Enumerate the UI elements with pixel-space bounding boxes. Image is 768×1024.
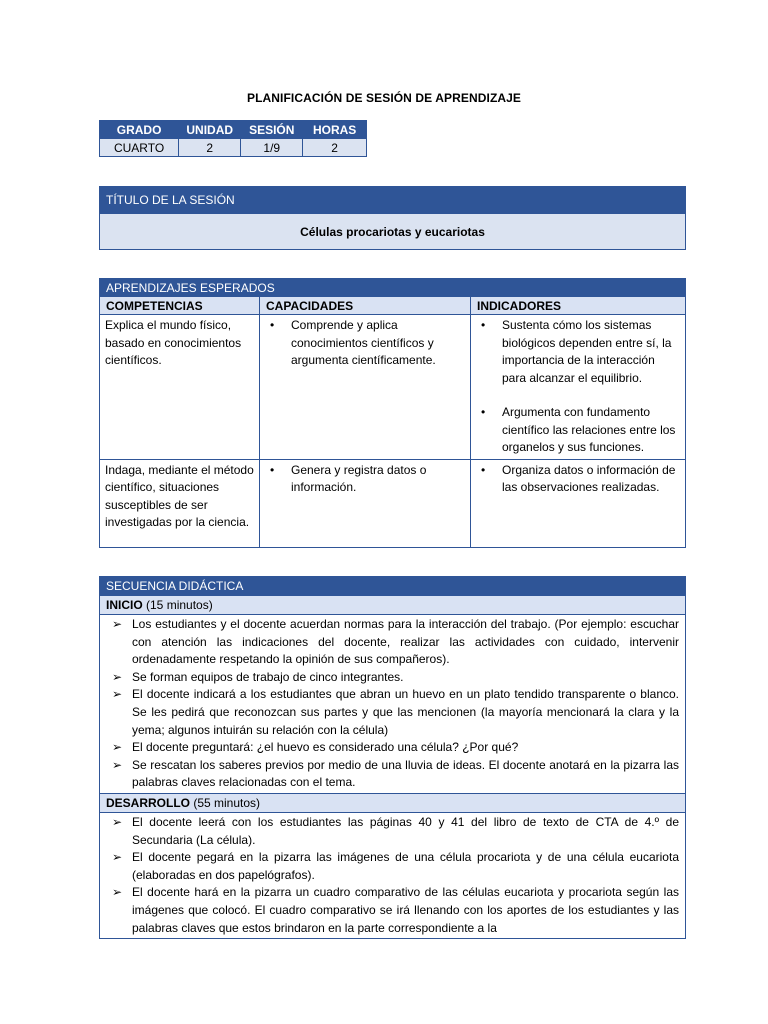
desarrollo-label: DESARROLLO — [106, 795, 190, 810]
table-row — [100, 315, 686, 460]
list-item: ➢ El docente pegará en la pizarra las imágenes de una célula procariota y de una célula eucariota (elaboradas en dos papelógrafos). — [106, 849, 679, 884]
header-horas: HORAS — [303, 121, 367, 139]
inicio-list — [100, 615, 686, 794]
list-item: ➢ El docente hará en la pizarra un cuadro comparativo de las células eucariota y procariota según las imágenes que colocó. El cuadro comparativo se irá llenando con los aportes de los estudiantes y las palabras claves que estos brindaron en la parte correspondiente a la — [106, 884, 679, 937]
header-unidad: UNIDAD — [179, 121, 241, 139]
list-item: ➢ El docente preguntará: ¿el huevo es considerado una célula? ¿Por qué? — [106, 739, 679, 757]
desarrollo-list — [100, 812, 686, 938]
value-grado: CUARTO — [100, 139, 179, 157]
list-item: ➢ El docente leerá con los estudiantes las páginas 40 y 41 del libro de texto de CTA de 4.º de Secundaria (La célula). — [106, 814, 679, 849]
list-item: ➢ Se rescatan los saberes previos por medio de una lluvia de ideas. El docente anotará en la pizarra las palabras claves relacionadas con el tema. — [106, 757, 679, 792]
column-indicadores: INDICADORES — [471, 297, 686, 315]
header-sesion: SESIÓN — [241, 121, 303, 139]
expected-learning-table — [99, 278, 686, 548]
list-item: • Argumenta con fundamento científico las relaciones entre los organelos y sus funciones. — [476, 404, 680, 457]
column-capacidades: CAPACIDADES — [260, 297, 471, 315]
capacidades-cell — [260, 459, 471, 547]
value-sesion: 1/9 — [241, 139, 303, 157]
inicio-header — [100, 596, 686, 615]
list-item: • Sustenta cómo los sistemas biológicos dependen entre sí, la importancia de la interacción para alcanzar el equilibrio. — [476, 317, 680, 387]
value-unidad: 2 — [179, 139, 241, 157]
list-item: • Genera y registra datos o información. — [265, 462, 465, 497]
didactic-sequence-table — [99, 576, 686, 939]
competencia-cell: Indaga, mediante el método científico, situaciones susceptibles de ser investigadas por la ciencia. — [100, 459, 260, 547]
indicadores-cell — [471, 459, 686, 547]
document-title: PLANIFICACIÓN DE SESIÓN DE APRENDIZAJE — [246, 91, 522, 105]
list-item: ➢ El docente indicará a los estudiantes que abran un huevo en un plato tendido transparente o blanco. Se les pedirá que reconozcan sus partes y que las mencionen (la mayoría mencionará la clara y la yema; algunos intuirán su relación con la célula) — [106, 686, 679, 739]
list-item: ➢ Los estudiantes y el docente acuerdan normas para la interacción del trabajo. (Por ejemplo: escuchar con atención las indicaciones del docente, realizar las actividades con cuidado, intervenir ordenadamente respetando la opinión de sus compañeros). — [106, 616, 679, 669]
inicio-duration: (15 minutos) — [146, 598, 213, 612]
desarrollo-header — [100, 793, 686, 812]
desarrollo-duration: (55 minutos) — [193, 795, 261, 810]
session-title-value: Células procariotas y eucariotas — [100, 214, 686, 250]
expected-learning-header: APRENDIZAJES ESPERADOS — [100, 279, 686, 297]
competencia-cell: Explica el mundo físico, basado en conocimientos científicos. — [100, 315, 260, 460]
session-title-table — [99, 186, 686, 250]
value-horas: 2 — [303, 139, 367, 157]
list-item: ➢ Se forman equipos de trabajo de cinco integrantes. — [106, 669, 679, 687]
session-info-table — [99, 120, 367, 157]
indicadores-cell — [471, 315, 686, 460]
session-title-header: TÍTULO DE LA SESIÓN — [100, 187, 686, 214]
capacidades-cell — [260, 315, 471, 460]
column-competencias: COMPETENCIAS — [100, 297, 260, 315]
header-grado: GRADO — [100, 121, 179, 139]
inicio-label: INICIO — [106, 598, 143, 612]
list-item: • Organiza datos o información de las observaciones realizadas. — [476, 462, 680, 497]
list-item: • Comprende y aplica conocimientos científicos y argumenta científicamente. — [265, 317, 465, 370]
didactic-sequence-header: SECUENCIA DIDÁCTICA — [100, 577, 686, 596]
table-row — [100, 459, 686, 547]
